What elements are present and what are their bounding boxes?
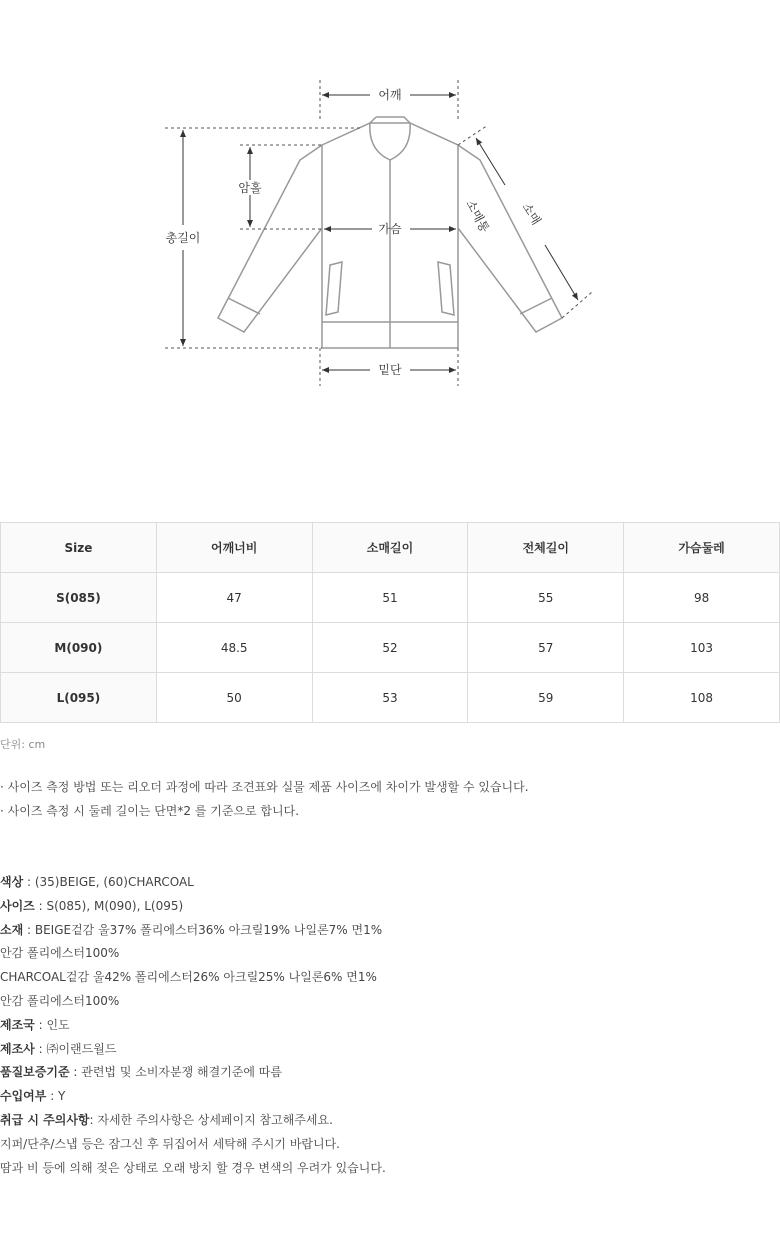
table-row [1,573,780,623]
info-value: 지퍼/단추/스냅 등은 잠그신 후 뒤집어서 세탁해 주시기 바랍니다. [0,1136,340,1151]
info-line [0,1133,386,1157]
info-value: : Y [46,1089,66,1104]
info-value: : 자세한 주의사항은 상세페이지 참고해주세요. [89,1112,333,1127]
table-cell: 59 [468,673,624,723]
sleeve-label: 소매 [519,200,544,228]
size-table [0,522,780,723]
info-label: 제조국 [0,1017,35,1032]
info-care [0,1109,386,1133]
info-value: 땀과 비 등에 의해 젖은 상태로 오래 방치 할 경우 변색의 우려가 있습니다. [0,1160,386,1175]
info-label: 제조사 [0,1041,35,1056]
info-label: 색상 [0,875,24,889]
info-line [0,990,386,1014]
info-value: : BEIGE겉감 울37% 폴리에스터36% 아크릴19% 나일론7% 면1% [23,922,383,937]
info-value: : S(085), M(090), L(095) [34,898,184,913]
info-import [0,1085,386,1109]
info-label: 수입여부 [0,1089,47,1104]
info-value: 안감 폴리에스터100% [0,946,120,961]
note-line: · 사이즈 측정 방법 또는 리오더 과정에 따라 조견표와 실물 제품 사이즈에 차이가 발생할 수 있습니다. [0,780,529,794]
info-line [0,1157,386,1181]
info-size [0,895,386,919]
size-cell: S(085) [1,573,157,623]
header-size: Size [1,523,157,573]
table-cell: 52 [312,623,468,673]
size-notes [0,775,529,823]
shoulder-label: 어깨 [378,88,402,102]
info-country [0,1014,386,1038]
info-label: 취급 시 주의사항 [0,1112,90,1127]
info-label: 품질보증기준 [0,1065,70,1080]
info-value: : 관련법 및 소비자분쟁 해결기준에 따름 [69,1065,282,1080]
table-cell: 108 [624,673,780,723]
table-cell: 50 [156,673,312,723]
table-cell: 55 [468,573,624,623]
header-sleeve-length: 소매길이 [312,523,468,573]
table-cell: 51 [312,573,468,623]
info-material [0,919,386,943]
header-chest: 가슴둘레 [624,523,780,573]
info-value: : 인도 [34,1017,70,1032]
note-line: · 사이즈 측정 시 둘레 길이는 단면*2 를 기준으로 합니다. [0,804,300,818]
table-cell: 53 [312,673,468,723]
table-cell: 98 [624,573,780,623]
unit-note: 단위: cm [0,738,46,751]
size-cell: M(090) [1,623,157,673]
product-info [0,871,386,1180]
header-shoulder-width: 어깨너비 [156,523,312,573]
hem-label: 밑단 [378,363,402,377]
info-color [0,871,386,895]
jacket-measurement-diagram [0,60,780,400]
info-manufacturer [0,1038,386,1062]
info-label: 소재 [0,922,24,937]
table-cell: 103 [624,623,780,673]
table-cell: 57 [468,623,624,673]
table-row [1,623,780,673]
info-line [0,942,386,966]
size-cell: L(095) [1,673,157,723]
info-line [0,966,386,990]
info-value: : ㈜이랜드월드 [34,1041,117,1056]
info-label: 사이즈 [0,898,35,913]
info-quality [0,1061,386,1085]
table-cell: 47 [156,573,312,623]
header-total-length: 전체길이 [468,523,624,573]
info-value: : (35)BEIGE, (60)CHARCOAL [23,875,194,889]
table-row [1,673,780,723]
armhole-label: 암홀 [238,181,262,195]
sleeve-width-label: 소매통 [463,197,492,235]
chest-label: 가슴 [378,222,402,236]
total-length-label: 총길이 [165,231,201,245]
table-header-row [1,523,780,573]
info-value: 안감 폴리에스터100% [0,993,120,1008]
info-value: CHARCOAL겉감 울42% 폴리에스터26% 아크릴25% 나일론6% 면1% [0,970,377,985]
table-cell: 48.5 [156,623,312,673]
